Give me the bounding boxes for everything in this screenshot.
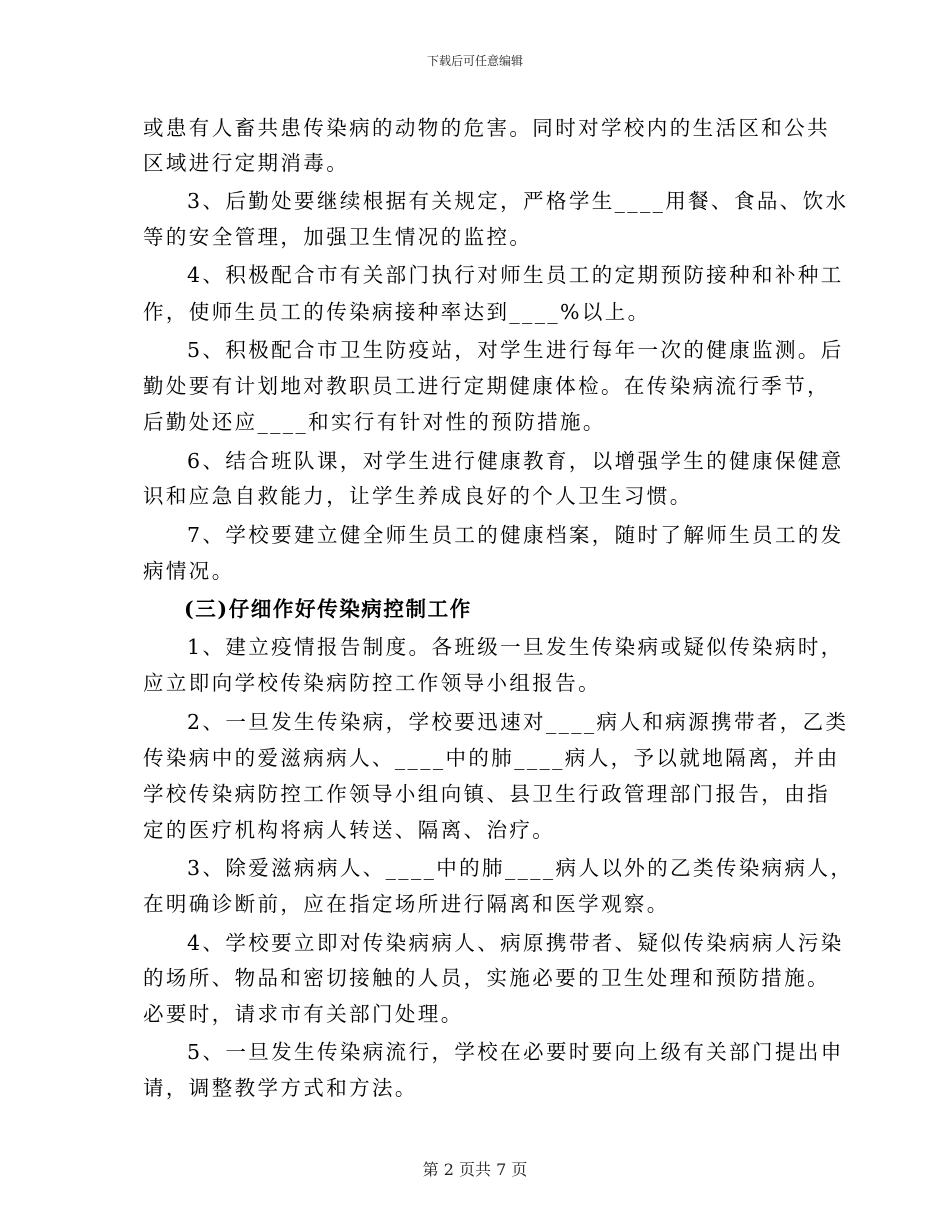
section-heading: (三)仔细作好传染病控制工作 — [184, 597, 472, 621]
body-line: 等的安全管理，加强卫生情况的监控。 — [143, 225, 533, 249]
body-line: 或患有人畜共患传染病的动物的危害。同时对学校内的生活区和公共 — [143, 116, 830, 140]
body-line: 必要时，请求市有关部门处理。 — [143, 1002, 464, 1026]
body-line: 后勤处还应____和实行有针对性的预防措施。 — [143, 410, 606, 434]
body-line: 1、建立疫情报告制度。各班级一旦发生传染病或疑似传染病时， — [187, 635, 844, 659]
body-line: 5、积极配合市卫生防疫站，对学生进行每年一次的健康监测。后 — [187, 338, 844, 362]
body-line: 2、一旦发生传染病，学校要迅速对____病人和病源携带者，乙类 — [187, 710, 849, 734]
body-line: 作，使师生员工的传染病接种率达到____%以上。 — [143, 300, 651, 324]
body-line: 勤处要有计划地对教职员工进行定期健康体检。在传染病流行季节， — [143, 374, 830, 398]
body-line: 病情况。 — [143, 559, 235, 583]
page-header: 下载后可任意编辑 — [426, 54, 523, 68]
body-line: 3、后勤处要继续根据有关规定，严格学生____用餐、食品、饮水 — [187, 189, 849, 213]
body-line: 请，调整教学方式和方法。 — [143, 1076, 418, 1100]
body-line: 区域进行定期消毒。 — [143, 151, 350, 175]
body-line: 学校传染病防控工作领导小组向镇、县卫生行政管理部门报告，由指 — [143, 782, 830, 806]
body-line: 的场所、物品和密切接触的人员，实施必要的卫生处理和预防措施。 — [143, 966, 830, 990]
body-line: 在明确诊断前，应在指定场所进行隔离和医学观察。 — [143, 892, 670, 916]
body-line: 传染病中的爱滋病病人、____中的肺____病人，予以就地隔离，并由 — [143, 746, 840, 770]
body-line: 5、一旦发生传染病流行，学校在必要时要向上级有关部门提出申 — [187, 1040, 844, 1064]
body-line: 3、除爱滋病病人、____中的肺____病人以外的乙类传染病病人， — [187, 856, 854, 880]
body-line: 4、积极配合市有关部门执行对师生员工的定期预防接种和补种工 — [187, 263, 844, 287]
page-footer: 第 2 页共 7 页 — [422, 1160, 528, 1179]
body-line: 4、学校要立即对传染病病人、病原携带者、疑似传染病病人污染 — [187, 931, 844, 955]
body-line: 应立即向学校传染病防控工作领导小组报告。 — [143, 671, 601, 695]
body-line: 6、结合班队课，对学生进行健康教育，以增强学生的健康保健意 — [187, 449, 844, 473]
body-line: 7、学校要建立健全师生员工的健康档案，随时了解师生员工的发 — [187, 523, 844, 547]
body-line: 定的医疗机构将病人转送、隔离、治疗。 — [143, 818, 556, 842]
body-line: 识和应急自救能力，让学生养成良好的个人卫生习惯。 — [143, 484, 693, 508]
